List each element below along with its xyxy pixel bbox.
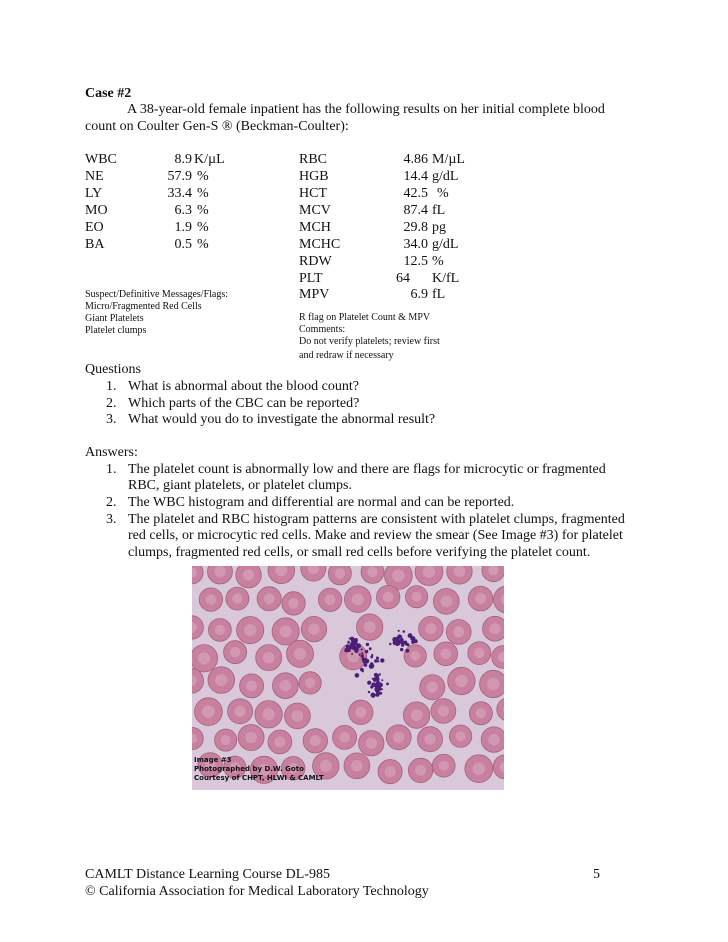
red-cell-pallor — [364, 621, 376, 633]
cbc-unit: g/dL — [432, 169, 459, 184]
cbc-value: 14.4 — [403, 169, 428, 184]
red-cell-pallor — [351, 760, 363, 772]
red-cell-pallor — [235, 706, 246, 717]
red-cell-pallor — [415, 765, 426, 776]
red-cell-pallor — [232, 593, 242, 603]
platelet — [400, 636, 402, 638]
platelet — [395, 642, 400, 647]
cbc-unit: % — [197, 220, 209, 235]
cbc-value: 1.9 — [174, 220, 192, 235]
cbc-unit: fL — [432, 203, 446, 218]
red-cell-pallor — [262, 708, 274, 720]
red-cell-pallor — [454, 566, 465, 577]
cbc-name: EO — [85, 220, 104, 235]
platelet — [368, 691, 370, 693]
platelet — [414, 639, 418, 643]
red-cell-pallor — [455, 675, 467, 687]
red-cell-pallor — [325, 595, 336, 606]
red-cell-pallor — [385, 766, 396, 777]
cbc-value: 34.0 — [403, 237, 428, 252]
cbc-name: NE — [85, 169, 104, 184]
cbc-name: PLT — [299, 271, 323, 286]
platelet — [403, 630, 406, 633]
platelet — [367, 681, 371, 685]
red-cell-pallor — [366, 738, 377, 749]
answer-number: 1. — [106, 462, 117, 477]
platelet — [370, 662, 373, 665]
platelet — [380, 658, 384, 662]
image-caption-line3: Courtesy of CHPT, HLWI & CAMLT — [194, 774, 324, 782]
platelet — [381, 679, 383, 681]
question-item: What would you do to investigate the abnormal result? — [128, 412, 436, 427]
red-cell-pallor — [474, 648, 484, 658]
red-cell-pallor — [424, 734, 435, 745]
red-cell-pallor — [476, 708, 486, 718]
cbc-value: 4.86 — [403, 152, 428, 167]
red-cell-pallor — [198, 652, 210, 664]
platelet — [355, 673, 360, 678]
platelet — [365, 659, 370, 664]
platelet — [351, 653, 353, 655]
image-caption-line2: Photographed by D.W. Goto — [194, 765, 304, 773]
page-number: 5 — [593, 867, 600, 882]
red-cell-pallor — [475, 593, 486, 604]
red-cell-pallor — [392, 569, 405, 582]
platelet — [376, 656, 378, 658]
case-intro-line1: A 38-year-old female inpatient has the following results on her initial complete blood — [127, 102, 605, 117]
flags-heading: Suspect/Definitive Messages/Flags: — [85, 289, 229, 300]
red-cell-pallor — [310, 735, 321, 746]
cbc-unit: % — [437, 186, 449, 201]
platelet — [354, 642, 358, 646]
comments-heading: Comments: — [299, 324, 346, 335]
cbc-unit: % — [197, 169, 209, 184]
cbc-value: 6.9 — [410, 287, 428, 302]
questions-heading: Questions — [85, 362, 141, 377]
flag-item: Platelet clumps — [85, 325, 147, 336]
answer-line: clumps, fragmented red cells, or small red cells before verifying the platelet count. — [128, 545, 591, 560]
cbc-name: LY — [85, 186, 103, 201]
platelet — [373, 678, 375, 680]
question-number: 1. — [106, 379, 117, 394]
platelet — [364, 663, 368, 667]
answer-line: The WBC histogram and differential are normal and can be reported. — [128, 495, 515, 510]
red-cell-pallor — [294, 648, 306, 660]
platelet — [408, 633, 413, 638]
platelet — [362, 670, 364, 672]
cbc-name: MPV — [299, 287, 330, 302]
red-cell-pallor — [214, 566, 225, 577]
cbc-name: HCT — [299, 186, 327, 201]
platelet — [349, 638, 351, 640]
red-cell-pallor — [438, 705, 449, 716]
cbc-name: MCH — [299, 220, 331, 235]
question-item: What is abnormal about the blood count? — [128, 379, 359, 394]
red-cell-pallor — [275, 737, 286, 748]
cbc-unit: g/dL — [432, 237, 459, 252]
cbc-unit: K/fL — [432, 271, 460, 286]
flag-item: Giant Platelets — [85, 313, 144, 324]
platelet — [378, 688, 381, 691]
footer-course: CAMLT Distance Learning Course DL-985 — [85, 867, 330, 882]
cbc-value: 64 — [396, 271, 410, 286]
platelet — [359, 654, 361, 656]
comment-line: and redraw if necessary — [299, 350, 394, 361]
comment-line: Do not verify platelets; review first — [299, 336, 440, 347]
answer-line: RBC, giant platelets, or platelet clumps. — [128, 478, 352, 493]
cbc-value: 87.4 — [403, 203, 428, 218]
platelet — [377, 660, 379, 662]
cbc-value: 12.5 — [403, 254, 428, 269]
cbc-name: WBC — [85, 152, 117, 167]
red-cell-pallor — [264, 593, 275, 604]
platelet — [369, 647, 372, 650]
cbc-name: BA — [85, 237, 105, 252]
cbc-value: 33.4 — [167, 186, 192, 201]
red-cell-pallor — [367, 567, 377, 577]
cbc-unit: % — [197, 203, 209, 218]
red-cell-pallor — [411, 709, 423, 721]
cbc-value: 57.9 — [167, 169, 192, 184]
red-cell-pallor — [244, 624, 256, 636]
cbc-unit: % — [432, 254, 444, 269]
red-cell-pallor — [488, 734, 499, 745]
cbc-unit: M/µL — [432, 152, 465, 167]
answer-number: 2. — [106, 495, 117, 510]
red-cell-pallor — [339, 732, 350, 743]
cbc-name: MCV — [299, 203, 331, 218]
cbc-value: 6.3 — [174, 203, 192, 218]
platelet — [400, 639, 403, 642]
red-cell-pallor — [245, 732, 257, 744]
platelet — [361, 655, 364, 658]
red-cell-pallor — [320, 760, 332, 772]
red-cell-pallor — [206, 594, 217, 605]
cbc-unit: pg — [432, 220, 446, 235]
platelet — [401, 644, 404, 647]
image-caption-line1: Image #3 — [194, 756, 232, 764]
red-cell-pallor — [215, 625, 225, 635]
red-cell-pallor — [453, 626, 464, 637]
platelet — [371, 693, 376, 698]
red-cell-pallor — [393, 732, 404, 743]
platelet — [370, 685, 373, 688]
red-cell-pallor — [473, 762, 486, 775]
cbc-unit: % — [197, 237, 209, 252]
platelet — [370, 656, 373, 659]
platelet — [376, 682, 379, 685]
platelet — [386, 683, 389, 686]
red-cell-pallor — [246, 681, 257, 692]
question-item: Which parts of the CBC can be reported? — [128, 396, 360, 411]
cbc-name: RBC — [299, 152, 328, 167]
red-cell-pallor — [263, 652, 275, 664]
question-number: 2. — [106, 396, 117, 411]
platelet — [348, 645, 352, 649]
red-cell-pallor — [280, 625, 292, 637]
cbc-unit: K/µL — [194, 152, 225, 167]
red-cell-pallor — [221, 735, 231, 745]
cbc-name: MCHC — [299, 237, 341, 252]
cbc-value: 42.5 — [403, 186, 428, 201]
case-intro-line2: count on Coulter Gen-S ® (Beckman-Coulter): — [85, 119, 349, 134]
red-cell-pallor — [305, 678, 315, 688]
red-cell-pallor — [202, 705, 215, 718]
red-cell-pallor — [427, 682, 438, 693]
blood-smear-drawing — [192, 566, 504, 790]
platelet — [407, 644, 410, 647]
platelet — [361, 652, 363, 654]
answers-heading: Answers: — [85, 445, 138, 460]
answer-number: 3. — [106, 512, 117, 527]
platelet — [379, 673, 381, 675]
red-cell-pallor — [292, 710, 304, 722]
red-cell-pallor — [230, 647, 240, 657]
red-cell-pallor — [288, 598, 299, 609]
platelet — [365, 650, 369, 654]
red-cell-pallor — [487, 678, 499, 690]
red-cell-pallor — [308, 623, 319, 634]
red-cell-pallor — [489, 623, 500, 634]
cbc-row — [85, 152, 117, 168]
red-cell-pallor — [352, 593, 364, 605]
cbc-value: 29.8 — [403, 220, 428, 235]
platelet — [398, 630, 400, 632]
r-flag-note: R flag on Platelet Count & MPV — [299, 312, 431, 323]
case-title: Case #2 — [85, 86, 132, 101]
red-cell-pallor — [383, 592, 394, 603]
cbc-name: HGB — [299, 169, 329, 184]
platelet — [406, 649, 410, 653]
platelet — [366, 643, 369, 646]
answer-line: The platelet and RBC histogram patterns are consistent with platelet clumps, fragmented — [128, 512, 625, 527]
red-cell-pallor — [412, 592, 422, 602]
question-number: 3. — [106, 412, 117, 427]
flag-item: Micro/Fragmented Red Cells — [85, 301, 202, 312]
red-cell-pallor — [280, 680, 292, 692]
red-cell-pallor — [243, 569, 254, 580]
red-cell-pallor — [425, 623, 436, 634]
platelet — [379, 692, 382, 695]
red-cell-pallor — [335, 568, 345, 578]
platelet — [347, 641, 350, 644]
platelet — [400, 648, 403, 651]
red-cell-pallor — [355, 707, 366, 718]
red-cell-pallor — [441, 596, 453, 608]
answer-line: The platelet count is abnormally low and there are flags for microcytic or fragmented — [128, 462, 606, 477]
platelet — [396, 636, 400, 640]
blood-smear-image — [192, 566, 504, 790]
cbc-unit: % — [197, 186, 209, 201]
red-cell-pallor — [410, 651, 420, 661]
cbc-name: MO — [85, 203, 108, 218]
answer-line: red cells, or microcytic red cells. Make and review the smear (See Image #3) for platelet — [128, 528, 623, 543]
cbc-value: 8.9 — [174, 152, 192, 167]
platelet — [361, 648, 363, 650]
platelet — [389, 643, 391, 645]
platelet — [375, 674, 379, 678]
cbc-value: 0.5 — [174, 237, 192, 252]
red-cell-pallor — [456, 731, 466, 741]
red-cell-pallor — [439, 761, 449, 771]
footer-copyright: © California Association for Medical Laboratory Technology — [85, 884, 429, 899]
cbc-unit: fL — [432, 287, 446, 302]
platelet — [351, 642, 354, 645]
red-cell-pallor — [215, 674, 227, 686]
platelet — [354, 649, 358, 653]
platelet — [376, 687, 378, 689]
cbc-name: RDW — [299, 254, 332, 269]
red-cell-pallor — [441, 649, 452, 660]
